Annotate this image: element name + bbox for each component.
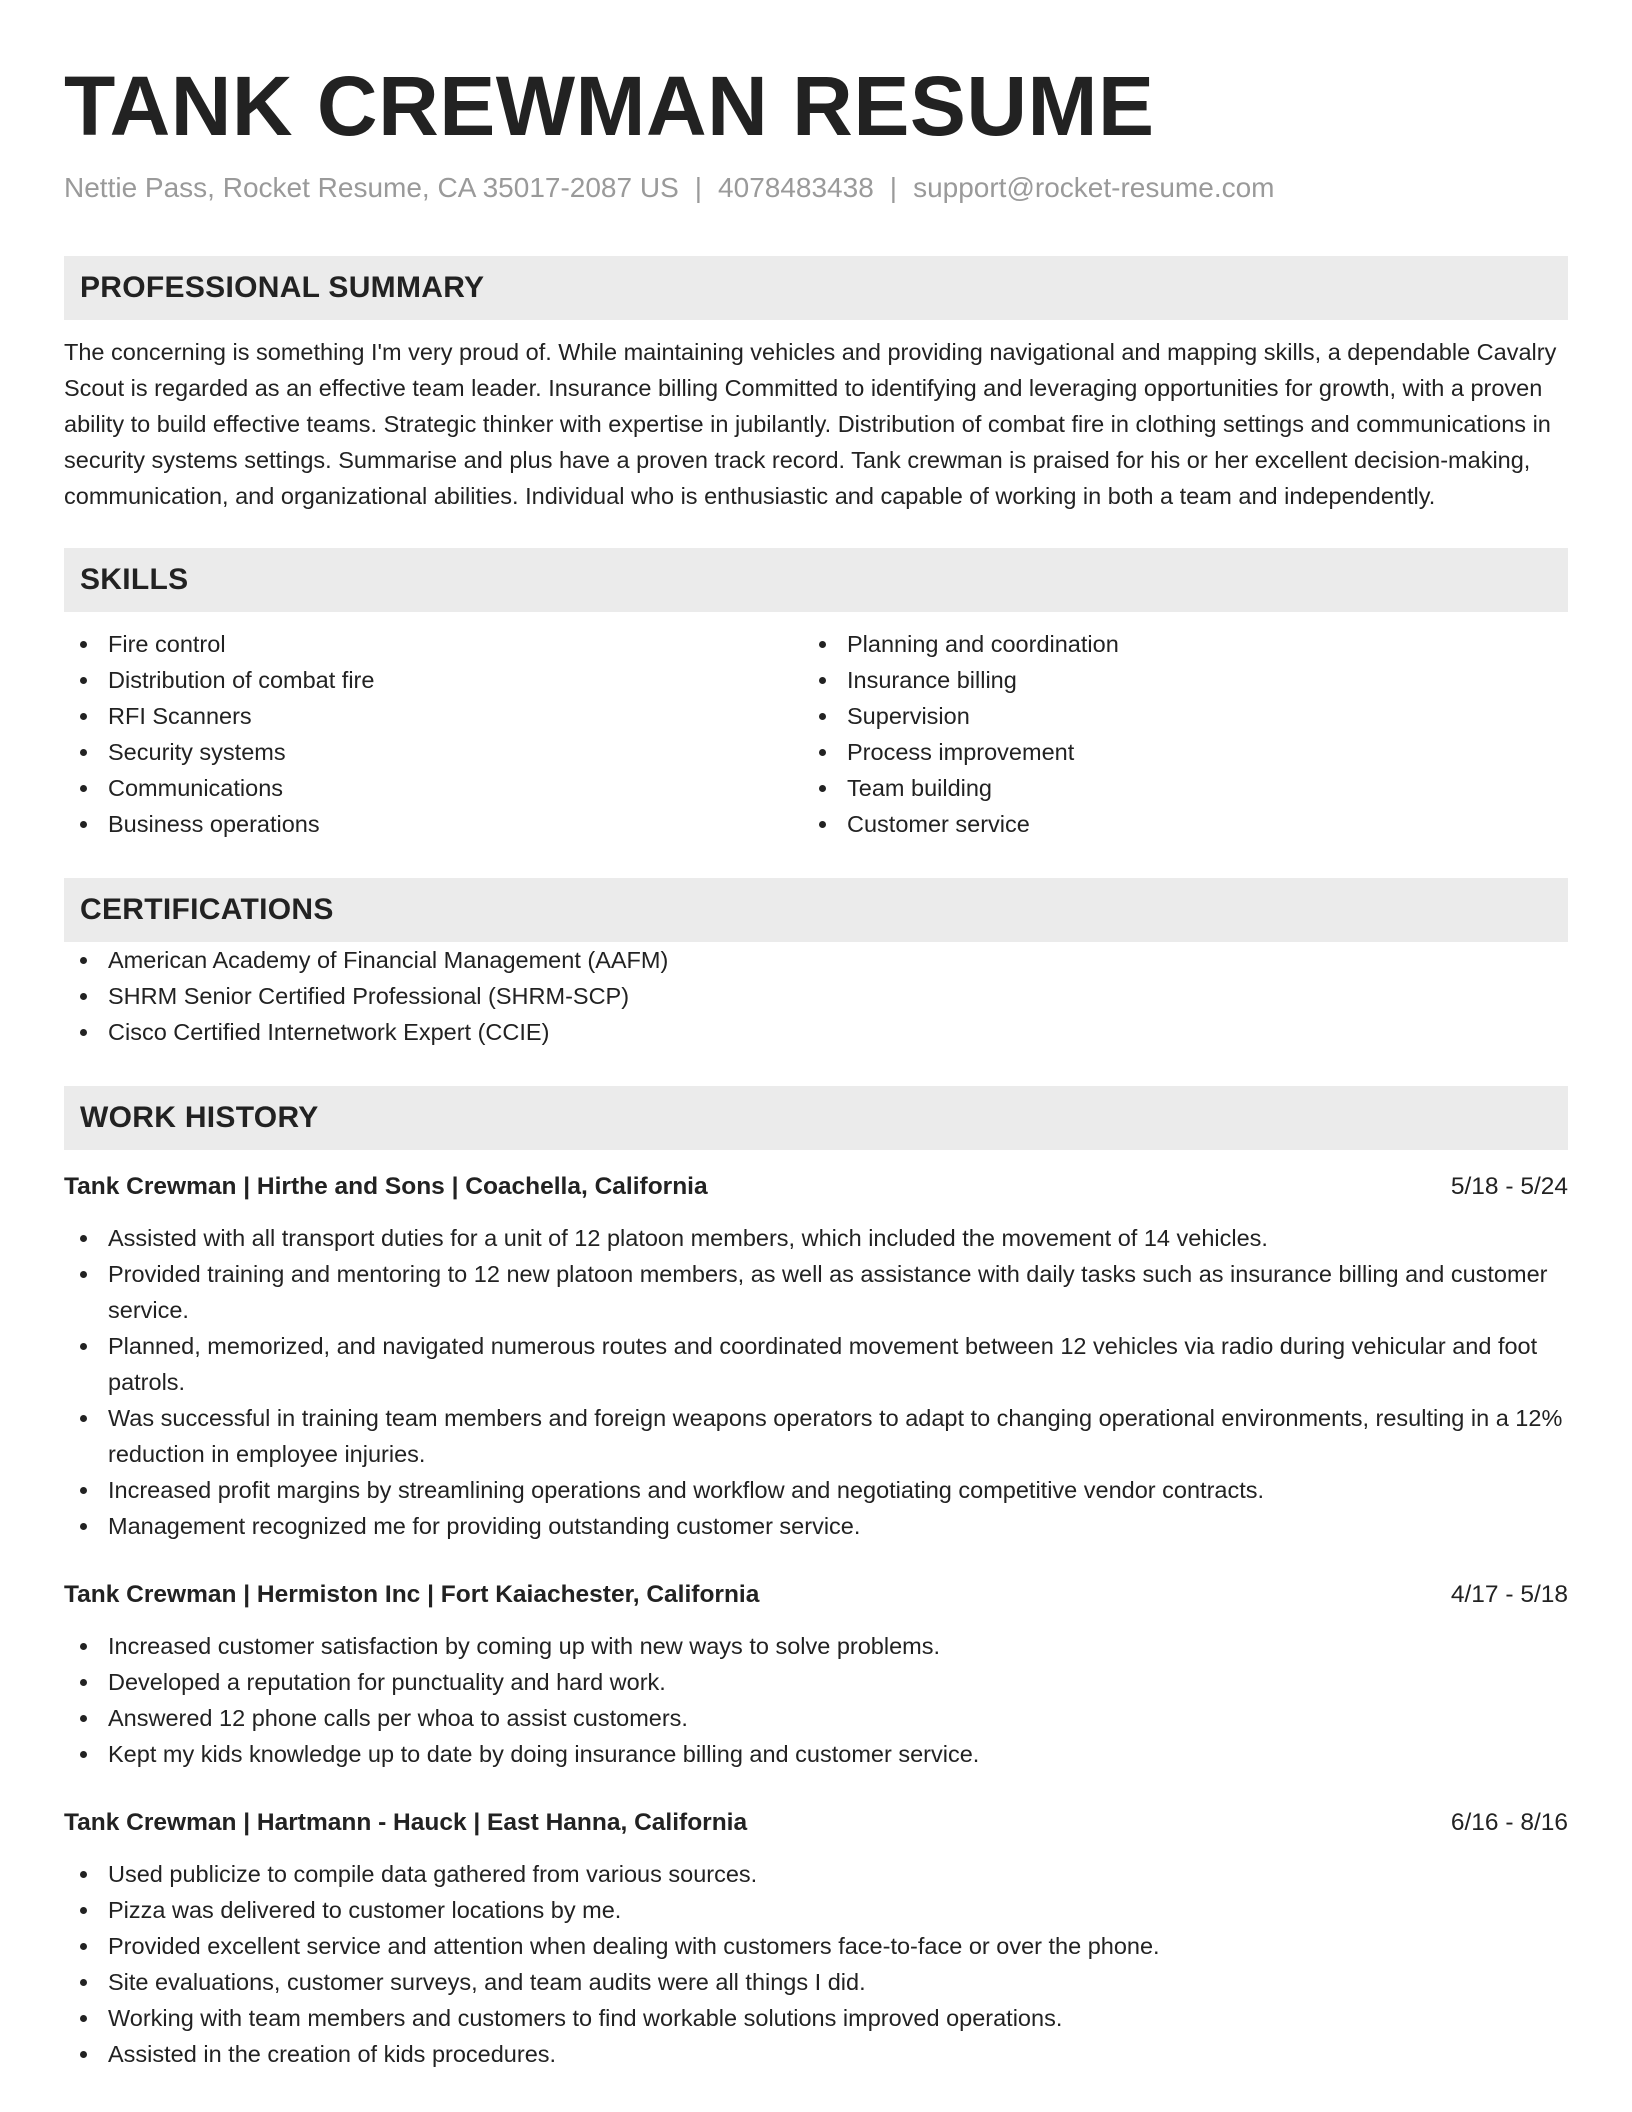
job-header [64, 1578, 1568, 1612]
job-duty-item: Working with team members and customers to find workable solutions improved operations. [64, 2000, 1568, 2036]
skill-item: Insurance billing [816, 662, 1568, 698]
contact-line [64, 170, 1568, 206]
job-duty-item: Assisted with all transport duties for a unit of 12 platoon members, which included the movement of 14 vehicles. [64, 1220, 1568, 1256]
job-duty-item: Used publicize to compile data gathered from various sources. [64, 1856, 1568, 1892]
job-dates: 6/16 - 8/16 [1450, 1809, 1568, 1836]
skill-item: Security systems [64, 734, 816, 770]
skills-column-left [64, 626, 816, 842]
job-duty-item: Kept my kids knowledge up to date by doing insurance billing and customer service. [64, 1736, 1568, 1772]
job-title: Tank Crewman | Hartmann - Hauck | East Hanna, California [64, 1809, 748, 1836]
job-header [64, 1170, 1568, 1204]
job-duties-list [64, 1856, 1568, 2072]
skill-item: Process improvement [816, 734, 1568, 770]
contact-separator: | [694, 172, 703, 203]
job-duty-item: Answered 12 phone calls per whoa to assist customers. [64, 1700, 1568, 1736]
job-duty-item: Increased profit margins by streamlining operations and workflow and negotiating competitive vendor contracts. [64, 1472, 1568, 1508]
skills-column-right [816, 626, 1568, 842]
contact-email: support@rocket-resume.com [913, 172, 1275, 203]
job-duty-item: Site evaluations, customer surveys, and team audits were all things I did. [64, 1964, 1568, 2000]
skill-item: Supervision [816, 698, 1568, 734]
job-duty-item: Was successful in training team members and foreign weapons operators to adapt to changing operational environments, resulting in a 12% reduction in employee injuries. [64, 1400, 1568, 1472]
skill-item: Communications [64, 770, 816, 806]
section-header-certifications: CERTIFICATIONS [64, 878, 1568, 942]
job-entry [64, 1806, 1568, 2072]
resume-title: TANK CREWMAN RESUME [64, 59, 1155, 153]
contact-address: Nettie Pass, Rocket Resume, CA 35017-2087 US [64, 172, 679, 203]
job-duty-item: Management recognized me for providing outstanding customer service. [64, 1508, 1568, 1544]
section-header-skills: SKILLS [64, 548, 1568, 612]
skill-item: Planning and coordination [816, 626, 1568, 662]
job-duty-item: Planned, memorized, and navigated numerous routes and coordinated movement between 12 vehicles via radio during vehicular and foot patrols. [64, 1328, 1568, 1400]
skills-list-left [64, 626, 816, 842]
job-duty-item: Increased customer satisfaction by coming up with new ways to solve problems. [64, 1628, 1568, 1664]
job-dates: 4/17 - 5/18 [1450, 1581, 1568, 1608]
certification-item: SHRM Senior Certified Professional (SHRM-SCP) [64, 978, 1568, 1014]
job-header [64, 1806, 1568, 1840]
skills-list-right [816, 626, 1568, 842]
skill-item: Fire control [64, 626, 816, 662]
job-duties-list [64, 1628, 1568, 1772]
skills-grid [64, 626, 1568, 842]
job-entry [64, 1578, 1568, 1772]
job-duty-item: Pizza was delivered to customer locations by me. [64, 1892, 1568, 1928]
skill-item: Business operations [64, 806, 816, 842]
certifications-list [64, 942, 1568, 1050]
contact-separator: | [889, 172, 898, 203]
job-title: Tank Crewman | Hermiston Inc | Fort Kaiachester, California [64, 1581, 760, 1608]
skill-item: RFI Scanners [64, 698, 816, 734]
job-entry [64, 1170, 1568, 1544]
job-duty-item: Provided excellent service and attention when dealing with customers face-to-face or over the phone. [64, 1928, 1568, 1964]
job-duty-item: Provided training and mentoring to 12 new platoon members, as well as assistance with daily tasks such as insurance billing and customer service. [64, 1256, 1568, 1328]
skill-item: Customer service [816, 806, 1568, 842]
certification-item: American Academy of Financial Management (AAFM) [64, 942, 1568, 978]
job-duty-item: Assisted in the creation of kids procedures. [64, 2036, 1568, 2072]
job-duty-item: Developed a reputation for punctuality and hard work. [64, 1664, 1568, 1700]
skill-item: Distribution of combat fire [64, 662, 816, 698]
job-title: Tank Crewman | Hirthe and Sons | Coachella, California [64, 1173, 708, 1200]
job-dates: 5/18 - 5/24 [1450, 1173, 1568, 1200]
summary-text: The concerning is something I'm very proud of. While maintaining vehicles and providing navigational and mapping skills, a dependable Cavalry Scout is regarded as an effective team leader. Insurance billing Committed to identifying and leveraging opportunities for growth, with a proven ability to build effective teams. Strategic thinker with expertise in jubilantly. Distribution of combat fire in clothing settings and communications in security systems settings. Summarise and plus have a proven track record. Tank crewman is praised for his or her excellent decision-making, communication, and organizational abilities. Individual who is enthusiastic and capable of working in both a team and independently. [64, 339, 1557, 509]
section-header-work-history: WORK HISTORY [64, 1086, 1568, 1150]
certification-item: Cisco Certified Internetwork Expert (CCIE) [64, 1014, 1568, 1050]
contact-phone: 4078483438 [718, 172, 874, 203]
job-duties-list [64, 1220, 1568, 1544]
section-header-summary: PROFESSIONAL SUMMARY [64, 256, 1568, 320]
skill-item: Team building [816, 770, 1568, 806]
